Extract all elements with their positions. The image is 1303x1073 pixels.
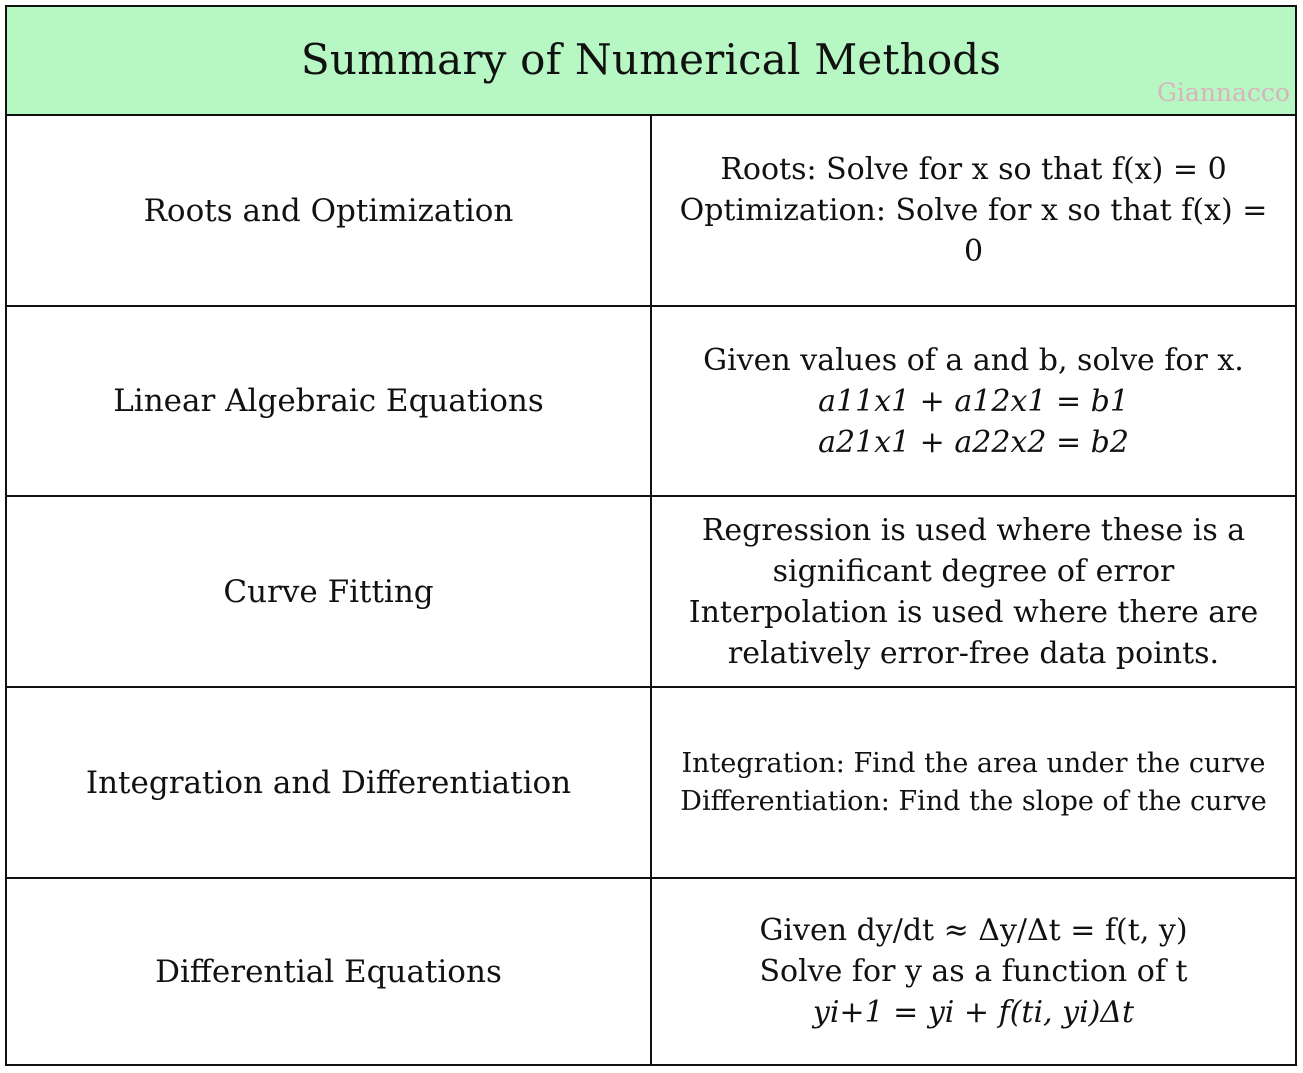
table-row-roots — [7, 116, 1295, 307]
method-description-cell — [652, 116, 1295, 305]
watermark: Giannacco — [1156, 78, 1290, 107]
equation-line: a11x1 + a12x1 = b1 — [818, 383, 1129, 419]
method-name-cell: Roots and Optimization — [7, 116, 652, 305]
description-line: Optimization: Solve for x so that f(x) = 0 — [679, 193, 1268, 269]
method-description-cell — [652, 688, 1295, 877]
method-description-cell — [652, 307, 1295, 495]
description-line: Roots: Solve for x so that f(x) = 0 — [720, 152, 1227, 187]
table-row-linear-algebra — [7, 307, 1295, 497]
description-line: Regression is used where these is a significant degree of error — [701, 512, 1246, 589]
equation-line: yi+1 = yi + f(ti, yi)Δt — [812, 995, 1135, 1030]
page-title: Summary of Numerical Methods — [300, 35, 1002, 84]
description-line: Differentiation: Find the slope of the curve — [680, 785, 1267, 817]
method-name-cell: Integration and Differentiation — [7, 688, 652, 877]
method-name-cell: Differential Equations — [7, 879, 652, 1064]
description-line: Given values of a and b, solve for x. — [703, 342, 1244, 378]
equation-line: a21x1 + a22x2 = b2 — [818, 424, 1129, 460]
method-name-cell: Linear Algebraic Equations — [7, 307, 652, 495]
description-line: Given dy/dt ≈ Δy/Δt = f(t, y) — [759, 913, 1188, 948]
method-description-cell — [652, 879, 1295, 1064]
table-row-integration — [7, 688, 1295, 879]
description-line: Solve for y as a function of t — [759, 954, 1188, 989]
table-row-curve-fitting — [7, 497, 1295, 688]
table-header — [7, 7, 1295, 116]
method-name-cell: Curve Fitting — [7, 497, 652, 686]
summary-table — [5, 5, 1297, 1066]
method-description-cell — [652, 497, 1295, 686]
description-line: Interpolation is used where there are relatively error-free data points. — [688, 594, 1259, 671]
table-row-differential — [7, 879, 1295, 1064]
description-line: Integration: Find the area under the curve — [681, 747, 1266, 779]
